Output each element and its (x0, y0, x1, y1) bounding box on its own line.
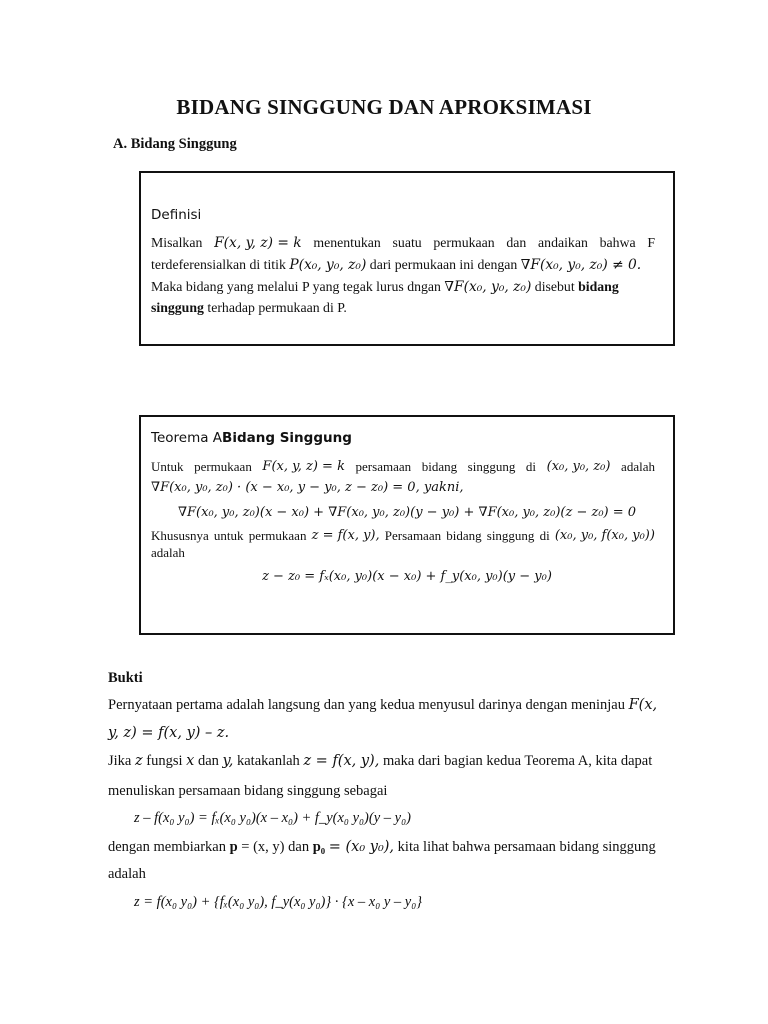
word: bidang (446, 528, 482, 543)
definition-line-3 (151, 279, 655, 295)
word: bahwa (599, 235, 636, 250)
math-expression: F(x, (628, 697, 658, 713)
math-expression: z = f(x, y), (311, 528, 380, 543)
math-expression: F(x, y, z) = k (262, 459, 345, 474)
definition-heading: Definisi (151, 207, 202, 223)
word: Misalkan (151, 235, 203, 250)
theorem-box (139, 415, 675, 635)
proof-equation-1: z – f(x₀ y₀) = fₓ(x₀ y₀)(x – x₀) + f_y(x₀ y₀)(y – y₀) (134, 810, 411, 826)
word: adalah (621, 459, 655, 474)
theorem-equation-2: z − z₀ = fₓ(x₀, y₀)(x − x₀) + f_y(x₀, y₀)(y − y₀) (262, 569, 552, 584)
bold-term: singgung (151, 300, 204, 315)
proof-paragraph-line-3 (108, 753, 652, 770)
text: Jika (108, 753, 132, 769)
math-variable: z (134, 753, 143, 769)
text: disebut (534, 279, 575, 294)
theorem-equation-1: ∇F(x₀, y₀, z₀)(x − x₀) + ∇F(x₀, y₀, z₀)(y − y₀) + ∇F(x₀, y₀, z₀)(z − z₀) = 0 (177, 505, 637, 520)
theorem-title: Bidang Singgung (222, 430, 352, 446)
definition-box (139, 171, 675, 346)
proof-paragraph-line-5 (108, 839, 656, 856)
vector-symbol: p₀ (312, 839, 326, 855)
page-title: BIDANG SINGGUNG DAN APROKSIMASI (176, 95, 592, 119)
word: menentukan (313, 235, 381, 250)
definition-line-4 (151, 300, 655, 316)
math-expression: = (x₀ y₀), (328, 839, 395, 855)
word: di (525, 459, 537, 474)
word: dan (506, 235, 527, 250)
word: permukaan (433, 235, 495, 250)
word: untuk (213, 528, 244, 543)
text: dengan membiarkan (108, 839, 226, 855)
word: Untuk (151, 459, 184, 474)
proof-heading: Bukti (108, 670, 143, 686)
text: terhadap permukaan di P. (203, 300, 347, 315)
proof-equation-2: z = f(x₀ y₀) + {fₓ(x₀ y₀), f_y(x₀ y₀)} · {x – x₀ y – y₀} (134, 894, 423, 910)
proof-paragraph-line-1 (108, 697, 657, 714)
word: permukaan (248, 528, 307, 543)
math-variable: y, (222, 753, 234, 769)
theorem-line-1 (151, 459, 655, 475)
section-heading: A. Bidang Singgung (113, 136, 237, 152)
definition-line-1 (151, 235, 655, 251)
gradient-expression: ∇F(x₀, y₀, z₀) (444, 279, 532, 295)
word: F (647, 235, 655, 250)
point-expression: (x₀, y₀, f(x₀, y₀)) (554, 528, 655, 543)
math-variable: x (186, 753, 195, 769)
text: Pernyataan pertama adalah langsung dan yang kedua menyusul darinya dengan meninjau (108, 697, 625, 713)
word: persamaan (355, 459, 412, 474)
bold-term: bidang (578, 279, 619, 294)
text: dari permukaan ini dengan (369, 257, 518, 272)
text: Maka bidang yang melalui P yang tegak lurus dngan (151, 279, 441, 294)
word: suatu (392, 235, 422, 250)
theorem-line-4 (151, 528, 655, 544)
word: Persamaan (384, 528, 442, 543)
proof-paragraph-line-6: adalah (108, 866, 146, 882)
word: di (539, 528, 550, 543)
text: terdeferensialkan di titik (151, 257, 286, 272)
text: katakanlah (237, 753, 300, 769)
text: fungsi (146, 753, 183, 769)
theorem-heading (151, 430, 352, 446)
theorem-line-2: ∇F(x₀, y₀, z₀) · (x − x₀, y − y₀, z − z₀) = 0, yakni, (151, 480, 464, 495)
theorem-line-5: adalah (151, 545, 185, 560)
math-expression: F(x, y, z) = k (214, 235, 302, 251)
word: singgung (467, 459, 516, 474)
text: kita lihat bahwa persamaan bidang singgung (397, 839, 656, 855)
word: singgung (486, 528, 535, 543)
theorem-label: Teorema A (151, 430, 223, 446)
proof-paragraph-line-2: y, z) = f(x, y) – z. (108, 725, 230, 741)
point-expression: (x₀, y₀, z₀) (546, 459, 611, 474)
word: andaikan (538, 235, 588, 250)
word: bidang (421, 459, 458, 474)
gradient-condition: ∇F(x₀, y₀, z₀) ≠ 0. (520, 257, 642, 273)
text: = (x, y) dan (241, 839, 310, 855)
word: Khususnya (151, 528, 209, 543)
text: dan (197, 753, 219, 769)
definition-line-2 (151, 257, 655, 273)
point-expression: P(x₀, y₀, z₀) (289, 257, 367, 273)
vector-symbol: p (229, 839, 238, 855)
math-expression: z = f(x, y), (303, 753, 380, 769)
proof-paragraph-line-4: menuliskan persamaan bidang singgung sebagai (108, 783, 388, 799)
word: permukaan (194, 459, 252, 474)
text: maka dari bagian kedua Teorema A, kita dapat (382, 753, 653, 769)
